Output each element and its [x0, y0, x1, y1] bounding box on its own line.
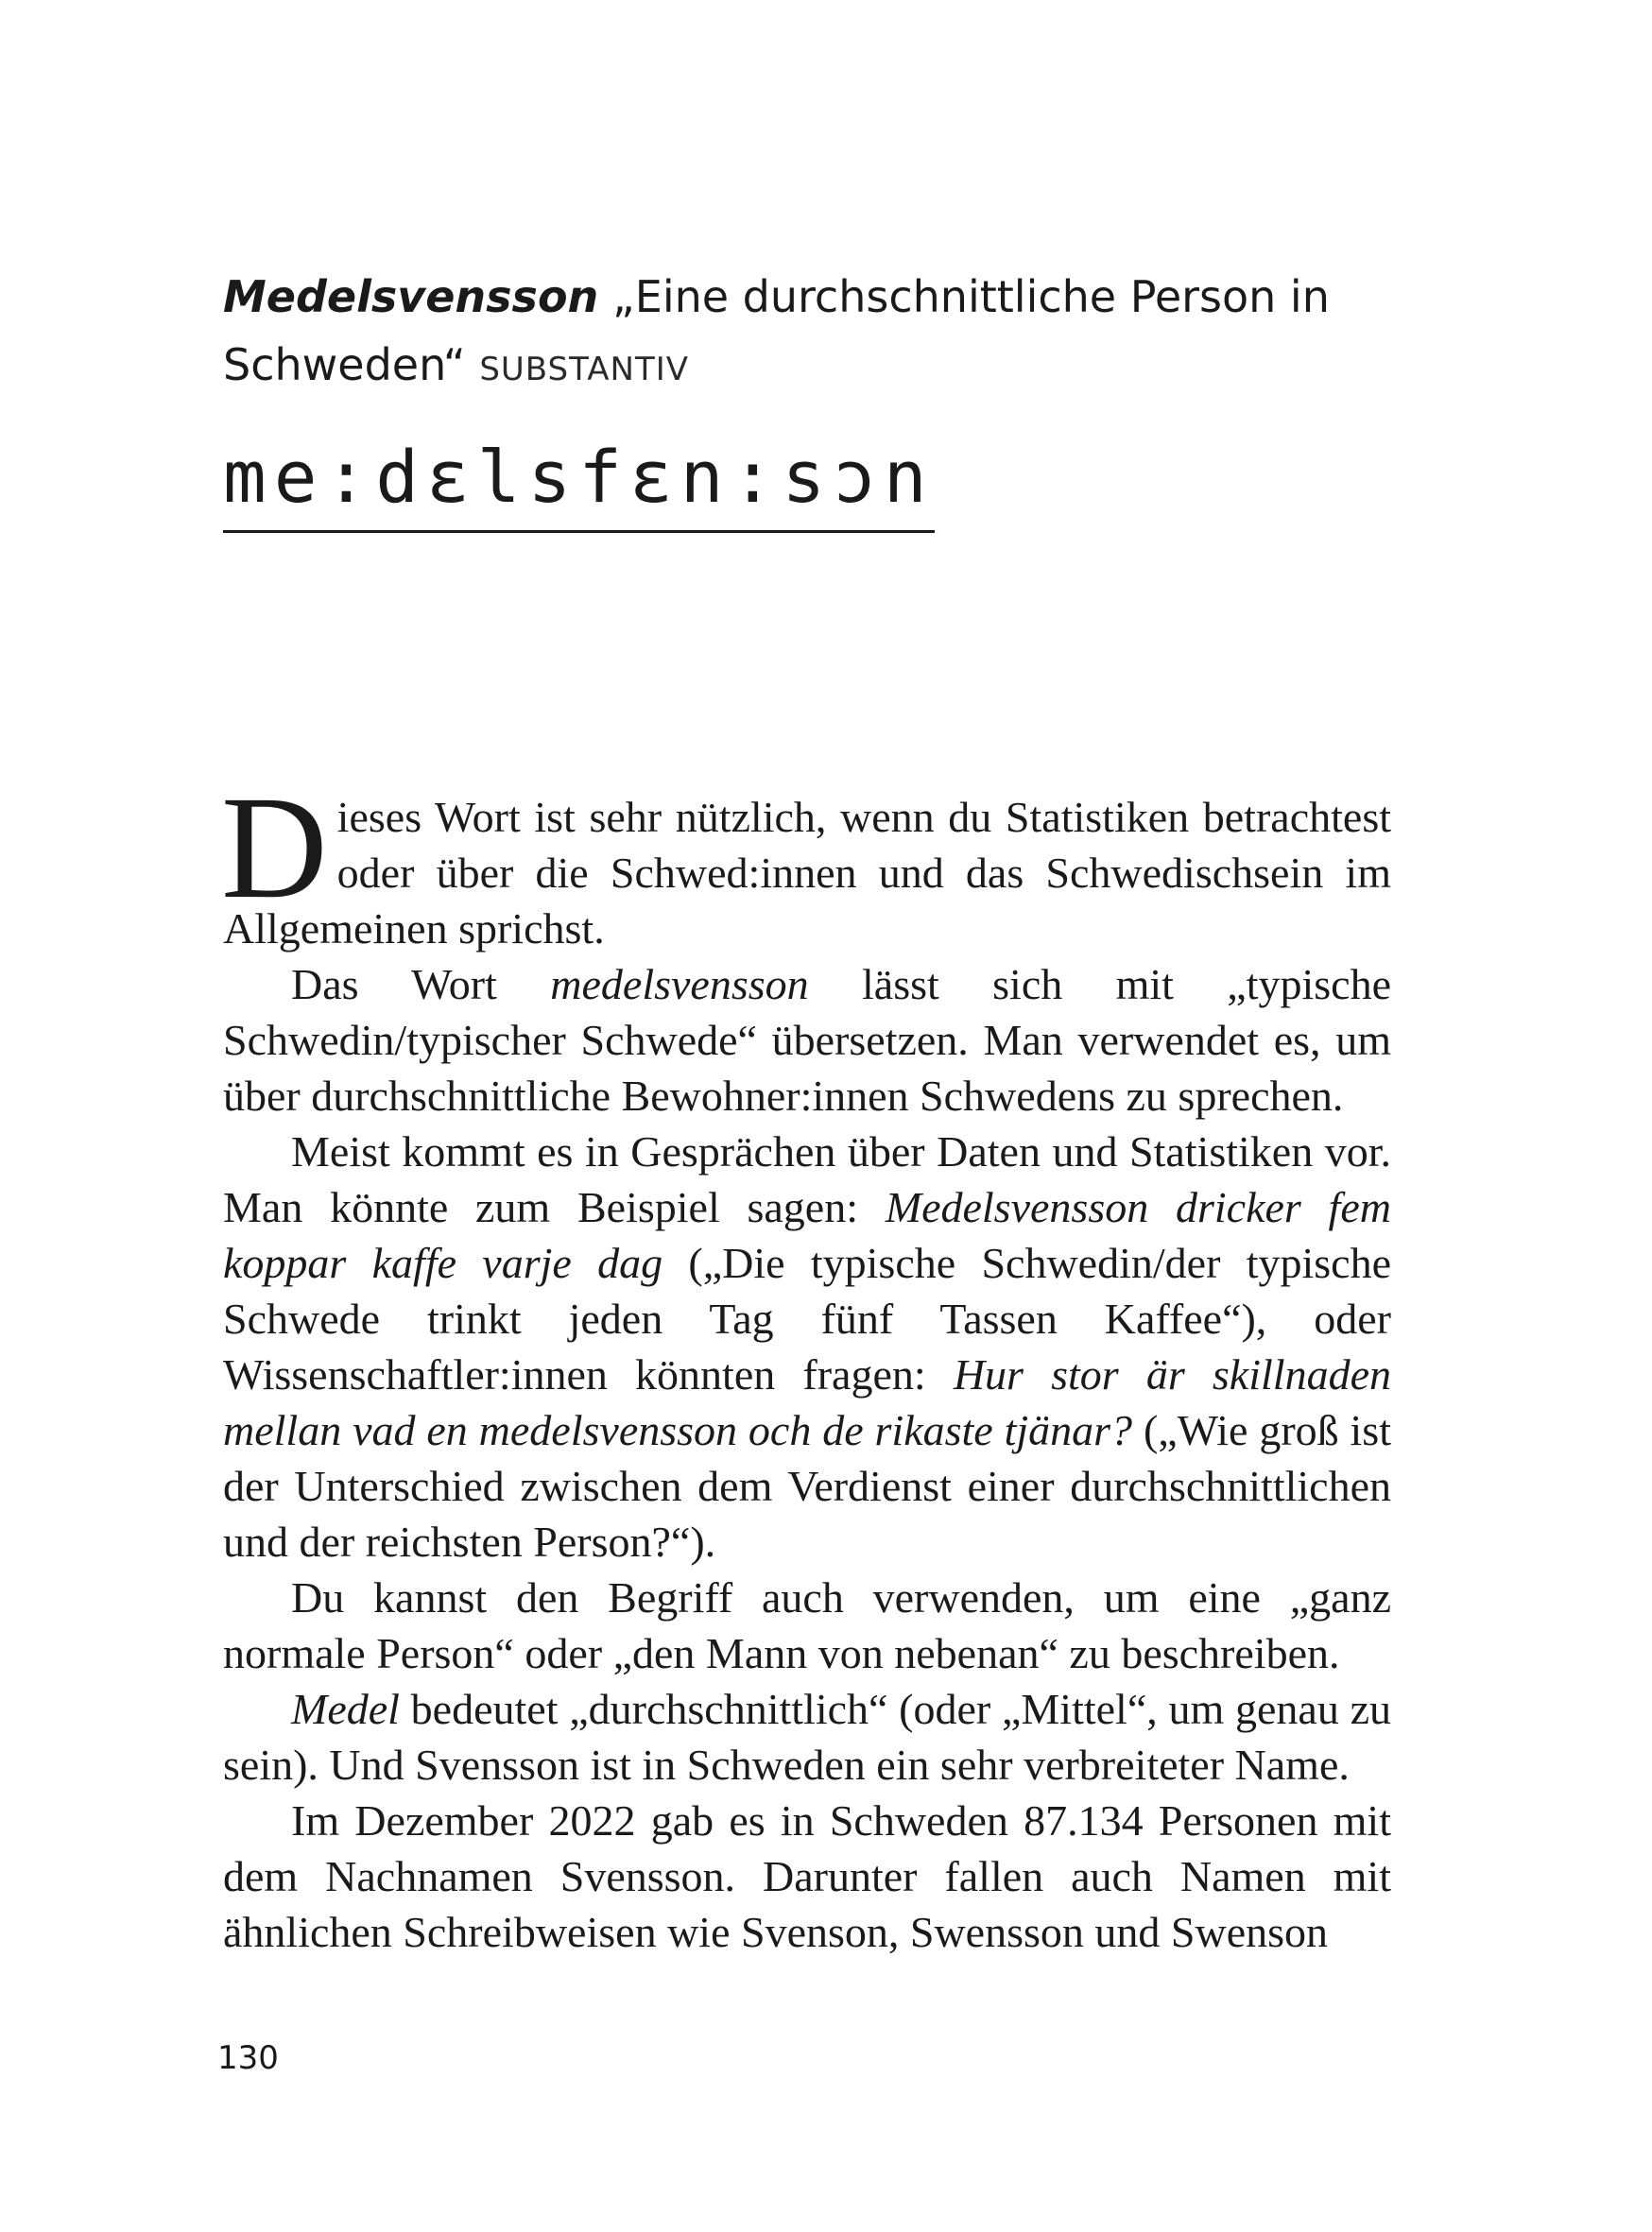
- paragraph-5-text: bedeutet „durchschnittlich“ (oder „Mittel“, um genau zu sein). Und Svensson ist in Schweden ein sehr verbreiteter Name.: [223, 1685, 1391, 1789]
- paragraph-3-text-middle: („Die typische Schwedin/der typische Schwede trinkt jeden Tag fünf Tassen Kaffee“), oder Wissenschaftler:innen könnten fragen:: [223, 1239, 1391, 1399]
- part-of-speech-label: SUBSTANTIV: [479, 351, 689, 388]
- paragraph-1: [221, 765, 1391, 956]
- paragraph-2: [223, 956, 1391, 1124]
- paragraph-2-text-end: lässt sich mit „typische Schwedin/typischer Schwede“ übersetzen. Man verwendet es, um über durchschnittliche Bewohner:innen Schwedens zu sprechen.: [223, 960, 1392, 1120]
- pronunciation-transcription: me:dɛlsfɛn:sɔn: [223, 430, 935, 533]
- example-sentence-1: Medelsvensson dricker fem koppar kaffe varje dag: [223, 1183, 1391, 1287]
- paragraph-3-text-end: („Wie groß ist der Unterschied zwischen dem Verdienst einer durchschnittlichen und der reichsten Person?“).: [223, 1406, 1391, 1566]
- drop-cap-letter: D: [221, 765, 328, 929]
- example-sentence-2: Hur stor är skillnaden mellan vad en medelsvensson och de rikaste tjänar?: [223, 1350, 1391, 1454]
- entry-body: [221, 765, 1392, 1960]
- paragraph-2-text-start: Das Wort: [291, 960, 551, 1008]
- entry-header: [223, 263, 1385, 403]
- paragraph-6: Im Dezember 2022 gab es in Schweden 87.134 Personen mit dem Nachnamen Svensson. Darunter fallen auch Namen mit ähnlichen Schreibweisen wie Svenson, Swensson und Swenson: [223, 1796, 1391, 1956]
- italic-term-medelsvensson: medelsvensson: [550, 960, 809, 1008]
- entry-headword: Medelsvensson: [223, 271, 599, 322]
- page-number: 130: [217, 2039, 279, 2077]
- italic-term-medel: Medel: [291, 1685, 400, 1733]
- paragraph-1-text: ieses Wort ist sehr nützlich, wenn du Statistiken betrachtest oder über die Schwed:innen und das Schwedischsein im Allgemeinen sprichst.: [223, 793, 1391, 953]
- paragraph-3: [223, 1124, 1391, 1570]
- entry-gloss: „Eine durchschnittliche Person in Schweden“: [223, 271, 1330, 390]
- paragraph-3-text-start: Meist kommt es in Gesprächen über Daten und Statistiken vor. Man könnte zum Beispiel sagen:: [223, 1127, 1391, 1231]
- paragraph-5: [223, 1681, 1391, 1793]
- paragraph-4: Du kannst den Begriff auch verwenden, um eine „ganz normale Person“ oder „den Mann von nebenan“ zu beschreiben.: [223, 1573, 1391, 1677]
